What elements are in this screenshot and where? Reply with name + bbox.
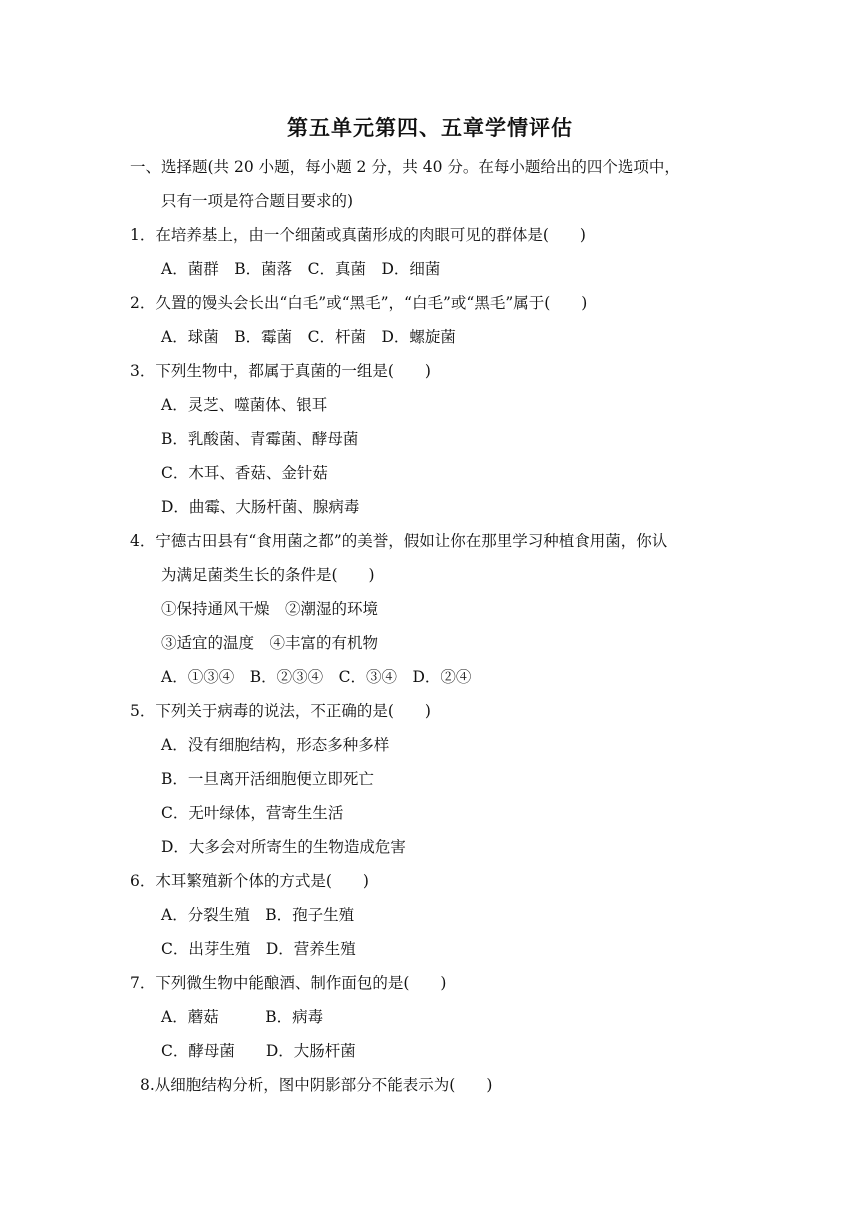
- question-7-options-cd: C．酵母菌 D．大肠杆菌: [161, 1042, 356, 1060]
- question-2-options: A．球菌 B．霉菌 C．杆菌 D．螺旋菌: [161, 328, 456, 346]
- question-7-options-ab: A．蘑菇 B．病毒: [161, 1008, 324, 1026]
- question-3-stem: 3．下列生物中，都属于真菌的一组是( ): [130, 362, 431, 380]
- question-6-options-ab: A．分裂生殖 B．孢子生殖: [161, 906, 355, 924]
- question-5-option-b: B．一旦离开活细胞便立即死亡: [161, 770, 374, 788]
- question-3-option-a: A．灵芝、噬菌体、银耳: [161, 396, 328, 414]
- section-heading: 一、选择题(共 20 小题，每小题 2 分，共 40 分。在每小题给出的四个选项中，: [130, 158, 680, 176]
- question-3-option-d: D．曲霉、大肠杆菌、腺病毒: [161, 498, 360, 516]
- question-7-stem: 7．下列微生物中能酿酒、制作面包的是( ): [130, 974, 447, 992]
- question-4-conditions-1: ①保持通风干燥 ②潮湿的环境: [161, 600, 379, 618]
- question-5-option-c: C．无叶绿体，营寄生生活: [161, 804, 344, 822]
- section-heading-cont: 只有一项是符合题目要求的): [161, 192, 354, 210]
- question-4-stem: 4．宁德古田县有“食用菌之都”的美誉，假如让你在那里学习种植食用菌，你认: [130, 532, 668, 550]
- question-1-options: A．菌群 B．菌落 C．真菌 D．细菌: [161, 260, 441, 278]
- page-title: 第五单元第四、五章学情评估: [287, 116, 573, 140]
- question-1-stem: 1．在培养基上，由一个细菌或真菌形成的肉眼可见的群体是( ): [130, 226, 586, 244]
- question-4-stem-cont: 为满足菌类生长的条件是( ): [161, 566, 375, 584]
- question-4-options: A．①③④ B．②③④ C．③④ D．②④: [161, 668, 472, 686]
- question-3-option-c: C．木耳、香菇、金针菇: [161, 464, 328, 482]
- question-5-option-d: D．大多会对所寄生的生物造成危害: [161, 838, 406, 856]
- question-5-stem: 5．下列关于病毒的说法，不正确的是( ): [130, 702, 431, 720]
- question-2-stem: 2．久置的馒头会长出“白毛”或“黑毛”，“白毛”或“黑毛”属于( ): [130, 294, 588, 312]
- question-5-option-a: A．没有细胞结构，形态多种多样: [161, 736, 390, 754]
- question-6-stem: 6．木耳繁殖新个体的方式是( ): [130, 872, 369, 890]
- question-4-conditions-2: ③适宜的温度 ④丰富的有机物: [161, 634, 379, 652]
- question-3-option-b: B．乳酸菌、青霉菌、酵母菌: [161, 430, 359, 448]
- question-8-stem: 8.从细胞结构分析，图中阴影部分不能表示为( ): [140, 1076, 493, 1094]
- question-6-options-cd: C．出芽生殖 D．营养生殖: [161, 940, 356, 958]
